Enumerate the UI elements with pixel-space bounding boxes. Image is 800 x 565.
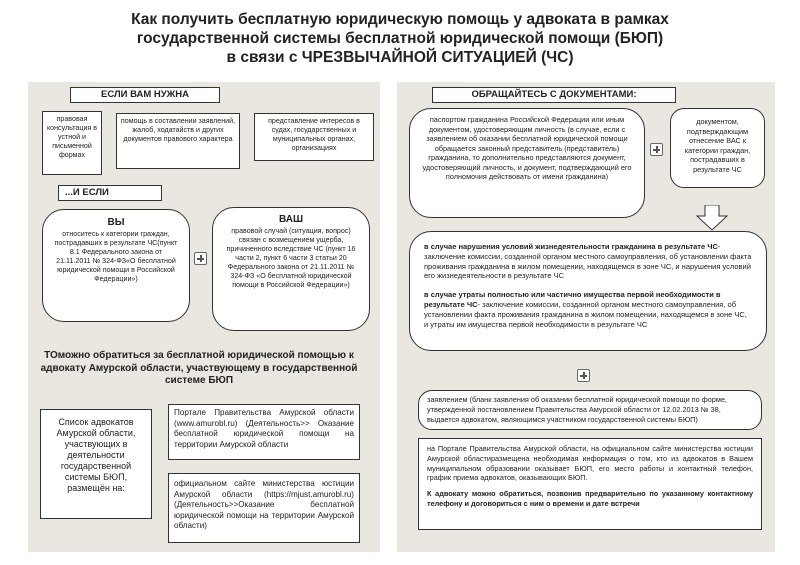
loss-rest: - заключение комиссии, созданной органом местного самоуправления, об установлении факта проживания гражданина в жилом помещении, находящемся в зоне ЧС, и утраты им имущества первой необходимости в результате ЧС: [424, 299, 747, 329]
your-case-title: ВАШ: [279, 214, 303, 225]
need-item-consultation: [42, 111, 102, 175]
need-item-representation: [254, 113, 374, 161]
need-item-documents: [116, 113, 240, 169]
portal-text: Портале Правительства Амурской области (www.amurobl.ru) (Деятельность>> Оказание бесплатной юридической помощи на территории Амурской области: [174, 408, 354, 449]
portal-info-text: на Портале Правительства Амурской области, на официальном сайте министерства юстиции Амурской областиразмещена необходимая информация о том, кто из адвокатов в Вашем муниципальном образовании оказывает БЮП, его место работы и контактный телефон, график приема адвокатов, оказывающих БЮП.: [427, 444, 753, 483]
need-item-consultation-text: правовая консультация в устной и письменной формах: [47, 115, 97, 159]
need-item-documents-text: помощь в составлении заявлений, жалоб, ходатайств и других документов правового характера: [120, 117, 236, 143]
lawyers-list-label: [40, 409, 152, 519]
ministry-text: официальном сайте министерства юстиции Амурской области (https://mjust.amurobl.ru) (Деятельность>>Оказание бесплатной юридической помощи на территории Амурской области): [174, 479, 354, 530]
violation-item: [424, 242, 752, 281]
violation-bold: в случае нарушения условий жизнедеятельности гражданина в результате ЧС: [424, 242, 718, 251]
passport-text: паспортом гражданина Российской Федерации или иным документом, удостоверяющим личность (в случае, если с заявлением об оказании бесплатной юридической помощи обращается законный представитель (представитель) гражданина, то дополнительно представляются документ, удостоверяющий личность, и документ, подтверждающий его полномочия действовать от имени гражданина): [422, 115, 632, 181]
your-case-box: [212, 207, 370, 331]
plus-icon: [650, 143, 663, 156]
and-if-header: [58, 185, 162, 201]
passport-box: [409, 108, 645, 218]
application-text: заявлением (бланк заявления об оказании бесплатной юридической помощи по форме, утвержденной постановлением Правительства Амурской области от 12.02.2013 № 38, выдается адвокатом, являющимся участником государственной системы БЮП): [427, 395, 727, 424]
you-text: относитесь к категории граждан, пострадавших в результате ЧС(пункт 8.1 Федерального закона от 21.11.2011 № 324-ФЗ«О бесплатной юридической помощи в Российской Федерации»): [54, 230, 178, 283]
you-title: ВЫ: [107, 217, 125, 228]
your-case-text: правовой случай (ситуация, вопрос) связан с возмещением ущерба, причиненного вследствие ЧС (пункт 16 части 2, пункт 6 части 3 статьи 20 Федерального закона от 21.11.2011 № 324-ФЗ «О бесплатной юридической помощи в Российской Федерации»): [226, 227, 356, 289]
title-line-2: государственной системы бесплатной юридической помощи (БЮП): [136, 30, 664, 47]
arrow-down-icon: [696, 205, 728, 231]
contact-text: К адвокату можно обратиться, позвонив предварительно по указанному контактному телефону и договориться с ним о времени и дате встречи: [427, 489, 753, 508]
title-line-3: в связи с ЧРЕЗВЫЧАЙНОЙ СИТУАЦИЕЙ (ЧС): [226, 49, 574, 66]
docs-header: [432, 87, 676, 103]
need-header-text: ЕСЛИ ВАМ НУЖНА: [101, 89, 189, 100]
loss-bold: в случае утраты полностью или частично имущества первой необходимости в результате ЧС: [424, 290, 721, 309]
docs-header-text: ОБРАЩАЙТЕСЬ С ДОКУМЕНТАМИ:: [471, 89, 637, 100]
need-header: [70, 87, 220, 103]
you-box: [42, 209, 190, 322]
status-doc-box: [670, 108, 765, 188]
page-title: [60, 10, 740, 67]
status-doc-text: документом, подтверждающим отнесение ВАС к категории граждан, пострадавших в результате ЧС: [684, 117, 751, 174]
info-box: [418, 438, 762, 530]
and-if-text: ...И ЕСЛИ: [65, 187, 109, 198]
ministry-box: [168, 473, 360, 543]
application-box: [418, 390, 762, 430]
title-line-1: Как получить бесплатную юридическую помощь у адвоката в рамках: [131, 11, 669, 28]
lawyers-list-label-text: Список адвокатов Амурской области, участвующих в деятельности государственной системы БЮП, размещён на:: [56, 417, 136, 493]
conditions-box: [409, 231, 767, 351]
plus-icon: [577, 369, 590, 382]
portal-box: [168, 404, 360, 460]
plus-icon: [194, 252, 207, 265]
loss-item: [424, 290, 752, 329]
then-text: ТОможно обратиться за бесплатной юридической помощью к адвокату Амурской области, участвующему в государственной системе БЮП: [40, 350, 358, 386]
violation-rest: - заключение комиссии, созданной органом местного самоуправления, об установлении факта проживания гражданина в жилом помещении, находящемся в зоне ЧС, и нарушения условий его жизнедеятельности в результате ЧС: [424, 242, 752, 281]
need-item-representation-text: представление интересов в судах, государственных и муниципальных органах, организациях: [268, 117, 360, 152]
